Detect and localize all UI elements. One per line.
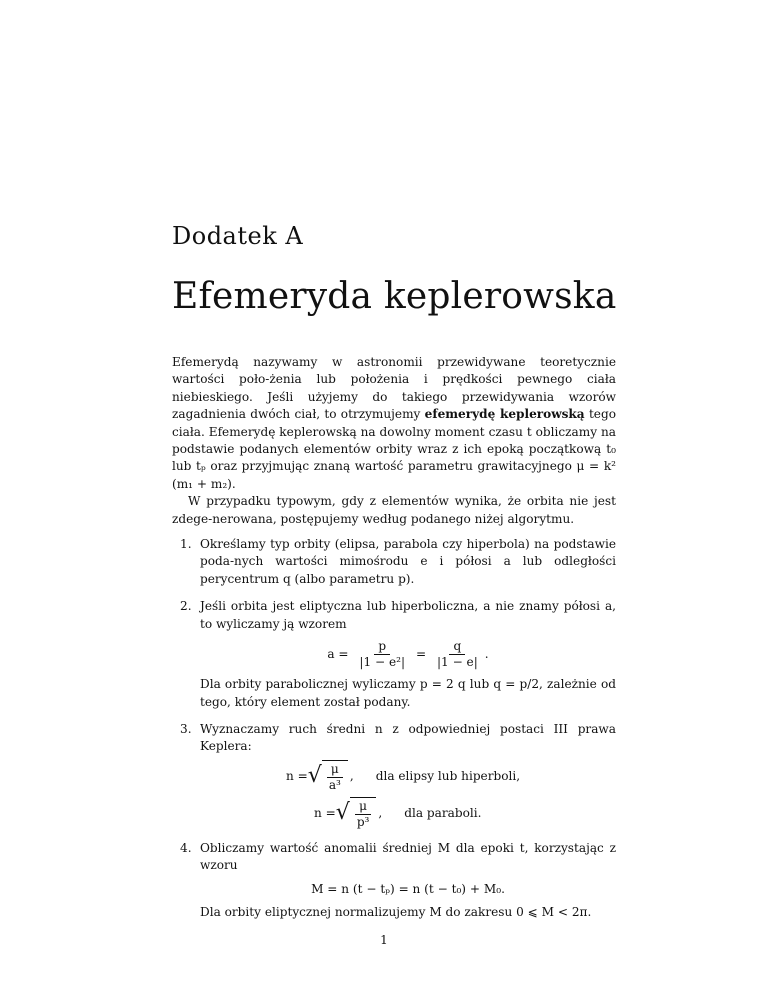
eq-equals: = <box>415 647 427 662</box>
eq-lhs: a = <box>327 647 349 662</box>
mean-motion-ellipse-equation: n = √ $\frac{\mu}{\text{a³}}$ , dla elipsy lub hiperboli, <box>286 761 521 792</box>
step-number: 4. <box>180 840 192 855</box>
mean-anomaly-equation: M = n (t − tₚ) = n (t − t₀) + M₀. <box>311 881 505 896</box>
eq-condition: dla paraboli. <box>404 805 482 820</box>
fraction-denominator: |1 − e| <box>436 655 478 670</box>
fraction-denominator: a³ <box>328 777 341 792</box>
fraction <box>325 762 345 793</box>
fraction-numerator: p <box>374 639 390 655</box>
step-note: Dla orbity parabolicznej wyliczamy p = 2 q lub q = p/2, zależnie od tego, który element został podany. <box>200 677 616 709</box>
step-text: Wyznaczamy ruch średni n z odpowiedniej postaci III prawa Keplera: <box>200 721 616 754</box>
step-4 <box>172 840 616 922</box>
algorithm-steps <box>172 536 616 921</box>
step-number: 3. <box>180 721 192 736</box>
fraction-numerator: μ <box>327 762 343 778</box>
step-3 <box>172 721 616 830</box>
intro-text-b: tego ciała. Efemerydę keplerowską na dowolny moment czasu t obliczamy na podstawie podanych elementów orbity wraz z ich epoką początkową t₀ lub tₚ oraz przyjmując znaną wartość parametru grawitacyjnego μ = k² (m₁ + m₂). <box>172 407 616 491</box>
eq-condition: dla elipsy lub hiperboli, <box>375 768 521 783</box>
fraction-denominator: |1 − e²| <box>359 655 406 670</box>
step-1 <box>172 536 616 588</box>
semi-axis-equation <box>200 639 616 670</box>
step-note: Dla orbity eliptycznej normalizujemy M do zakresu 0 ⩽ M < 2π. <box>200 904 592 919</box>
square-root <box>308 760 348 793</box>
intro-paragraph-2: W przypadku typowym, gdy z elementów wynika, że orbita nie jest zdege-nerowana, postępujemy według podanego niżej algorytmu. <box>172 494 616 526</box>
intro-paragraph-1 <box>172 354 616 493</box>
step-number: 1. <box>180 537 192 552</box>
mean-motion-parabola-equation: n = √ $\frac{\mu}{\text{p³}}$ , dla paraboli. <box>314 798 482 829</box>
eq-lhs: n = <box>286 768 308 783</box>
fraction <box>433 639 482 670</box>
eq-period: . <box>484 647 489 662</box>
intro-text-a: Efemerydą nazywamy w astronomii przewidywane teoretycznie wartości poło-żenia lub położenia i prędkości pewnego ciała niebieskiego. Jeśli użyjemy do takiego przewidywania wzorów zagadnienia dwóch ciał, to otrzymujemy <box>172 355 616 422</box>
chapter-label: Dodatek A <box>172 222 304 250</box>
eq-lhs: n = <box>314 805 336 820</box>
step-number: 2. <box>180 599 192 614</box>
page-number: 1 <box>380 933 388 947</box>
fraction-denominator: p³ <box>356 814 370 829</box>
intro-bold-term: efemerydę keplerowską <box>424 407 585 422</box>
main-content <box>172 354 616 931</box>
step-text: Obliczamy wartość anomalii średniej M dla epoki t, korzystając z wzoru <box>200 840 616 873</box>
radical-sign: √ <box>335 800 350 826</box>
fraction <box>353 799 374 830</box>
step-text: Jeśli orbita jest eliptyczna lub hiperboliczna, a nie znamy półosi a, to wyliczamy ją wzorem <box>200 599 616 631</box>
radical-sign: √ <box>307 763 322 789</box>
fraction-numerator: q <box>449 639 465 655</box>
step-2 <box>172 598 616 711</box>
fraction <box>355 639 409 670</box>
fraction-numerator: μ <box>355 799 371 815</box>
step-text: Określamy typ orbity (elipsa, parabola czy hiperbola) na podstawie poda-nych wartości mimośrodu e i półosi a lub odległości perycentrum q (albo parametru p). <box>200 537 616 586</box>
chapter-title: Efemeryda keplerowska <box>172 276 617 317</box>
square-root <box>336 797 377 830</box>
